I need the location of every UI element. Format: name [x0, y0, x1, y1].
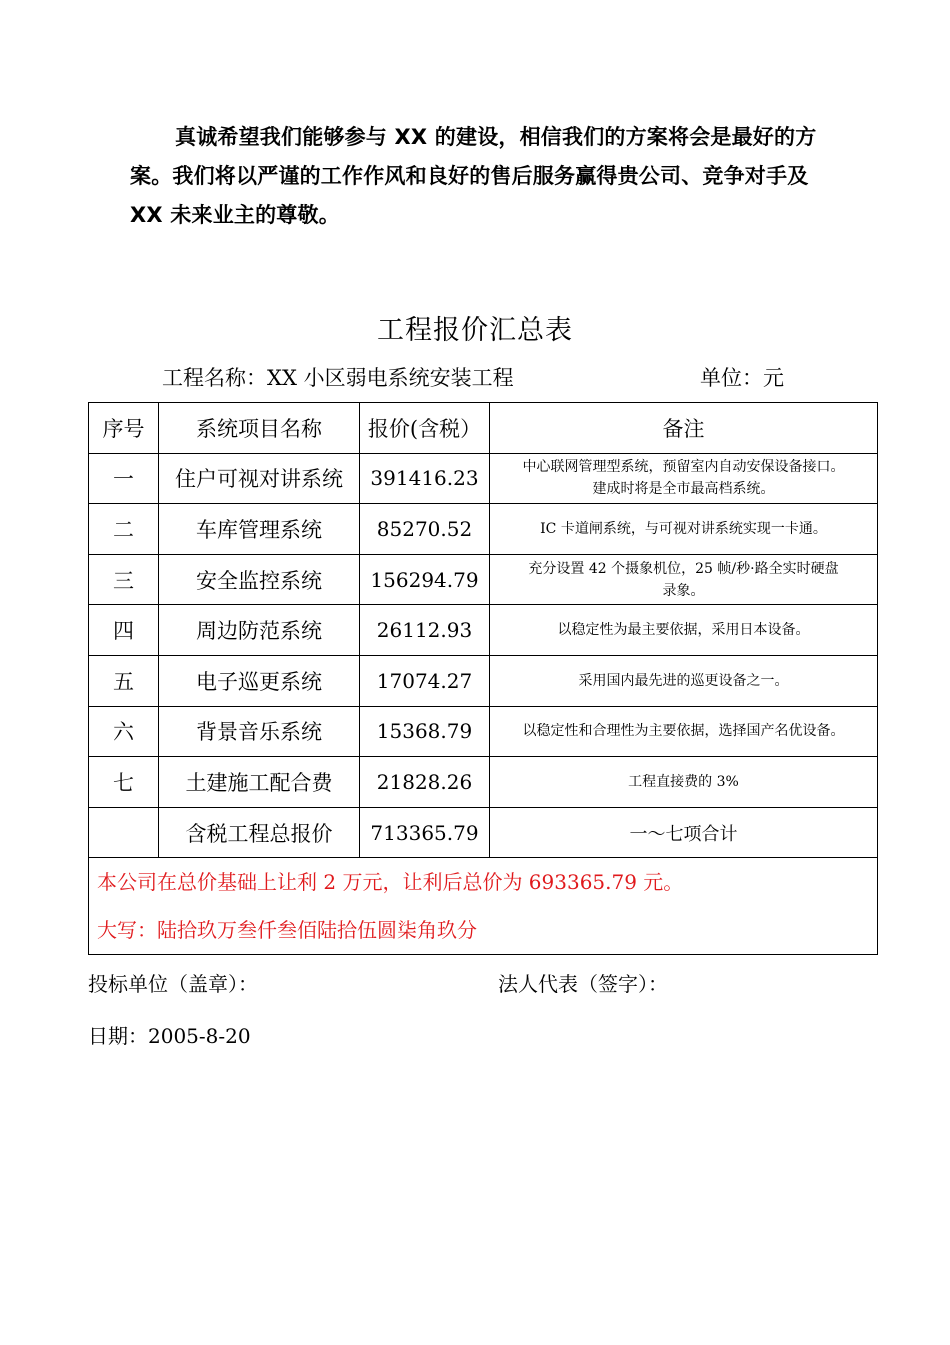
table-row	[89, 453, 878, 504]
note-line-1: 采用国内最先进的巡更设备之一。	[578, 672, 789, 689]
header-name: 系统项目名称	[159, 403, 360, 454]
discount-note: 本公司在总价基础上让利 2 万元，让利后总价为 693365.79 元。	[97, 870, 684, 895]
table-row	[89, 554, 878, 605]
note-line-1: 中心联网管理型系统，预留室内自动安保设备接口。	[522, 459, 845, 476]
row-name: 安全监控系统	[159, 554, 360, 605]
row-note	[490, 453, 878, 504]
date-label: 日期：2005-8-20	[88, 1024, 251, 1048]
header-price: 报价(含税）	[360, 403, 490, 454]
header-note: 备注	[490, 403, 878, 454]
row-seq: 六	[89, 706, 159, 757]
note-line-1: 以稳定性为最主要依据，采用日本设备。	[557, 622, 810, 639]
row-price: 17074.27	[360, 655, 490, 706]
total-seq	[89, 807, 159, 858]
note-line-2: 建成时将是全市最高档系统。	[592, 481, 775, 498]
row-seq: 四	[89, 605, 159, 656]
table-row	[89, 605, 878, 656]
table-row	[89, 706, 878, 757]
unit-label: 单位：元	[700, 366, 784, 390]
row-name: 土建施工配合费	[159, 757, 360, 808]
legal-rep-signature-label: 法人代表（签字）：	[498, 972, 668, 996]
row-price: 15368.79	[360, 706, 490, 757]
total-note: 一～七项合计	[490, 807, 878, 858]
bidder-seal-label: 投标单位（盖章）：	[88, 972, 258, 996]
row-name: 车库管理系统	[159, 504, 360, 555]
row-name: 电子巡更系统	[159, 655, 360, 706]
row-seq: 二	[89, 504, 159, 555]
capital-amount: 大写：陆拾玖万叁仟叁佰陆拾伍圆柒角玖分	[97, 918, 477, 943]
note-line-2: 录象。	[662, 582, 705, 599]
intro-line-1: 真诚希望我们能够参与 XX 的建设，相信我们的方案将会是最好的方	[175, 125, 817, 149]
page-title: 工程报价汇总表	[377, 315, 573, 346]
table-row	[89, 504, 878, 555]
row-price: 26112.93	[360, 605, 490, 656]
row-price: 85270.52	[360, 504, 490, 555]
note-line-1: IC 卡道闸系统，与可视对讲系统实现一卡通。	[540, 520, 827, 537]
row-note	[490, 605, 878, 656]
row-note	[490, 706, 878, 757]
table-row	[89, 655, 878, 706]
table-row	[89, 757, 878, 808]
row-name: 住户可视对讲系统	[159, 453, 360, 504]
intro-paragraph	[130, 118, 850, 235]
intro-line-3: XX 未来业主的尊敬。	[130, 203, 340, 227]
row-seq: 五	[89, 655, 159, 706]
row-seq: 七	[89, 757, 159, 808]
row-price: 21828.26	[360, 757, 490, 808]
intro-line-2: 案。我们将以严谨的工作作风和良好的售后服务赢得贵公司、竞争对手及	[130, 164, 809, 188]
header-seq: 序号	[89, 403, 159, 454]
quote-table	[88, 402, 878, 955]
row-price: 156294.79	[360, 554, 490, 605]
table-header-row	[89, 403, 878, 454]
row-note	[490, 757, 878, 808]
row-note	[490, 655, 878, 706]
row-seq: 一	[89, 453, 159, 504]
summary-cell	[89, 858, 878, 955]
row-name: 周边防范系统	[159, 605, 360, 656]
row-note	[490, 504, 878, 555]
note-line-1: 工程直接费的 3%	[628, 773, 739, 790]
total-row	[89, 807, 878, 858]
note-line-1: 充分设置 42 个摄象机位，25 帧/秒·路全实时硬盘	[528, 560, 839, 577]
row-note	[490, 554, 878, 605]
total-price: 713365.79	[360, 807, 490, 858]
row-name: 背景音乐系统	[159, 706, 360, 757]
row-price: 391416.23	[360, 453, 490, 504]
row-seq: 三	[89, 554, 159, 605]
summary-row	[89, 858, 878, 955]
total-name: 含税工程总报价	[159, 807, 360, 858]
note-line-1: 以稳定性和合理性为主要依据，选择国产名优设备。	[522, 723, 845, 740]
project-name: 工程名称：XX 小区弱电系统安装工程	[162, 366, 514, 390]
